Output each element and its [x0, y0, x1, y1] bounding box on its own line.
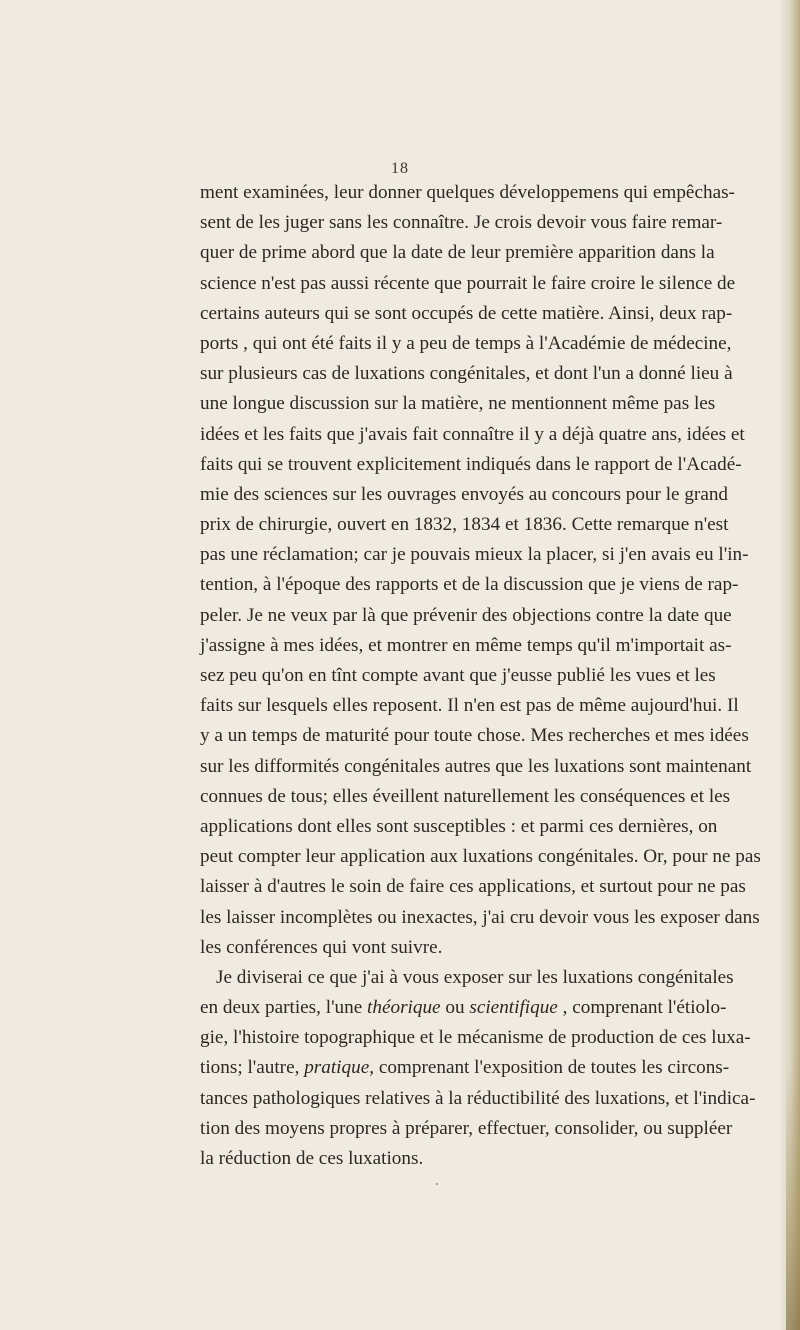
text-line: j'assigne à mes idées, et montrer en même temps qu'il m'importait as-: [200, 634, 732, 656]
text-run: en deux parties, l'une: [200, 997, 368, 1019]
text-line: sur les difformités congénitales autres que les luxations sont maintenant: [200, 755, 752, 777]
text-line: ment examinées, leur donner quelques développemens qui empêchas-: [200, 182, 735, 203]
text-line: prix de chirurgie, ouvert en 1832, 1834 et 1836. Cette remarque n'est: [200, 514, 729, 536]
text-run: , comprenant l'étiolo-: [557, 997, 727, 1019]
text-line: faits sur lesquels elles reposent. Il n'en est pas de même aujourd'hui. Il: [200, 695, 739, 717]
text-line: laisser à d'autres le soin de faire ces applications, et surtout pour ne pas: [200, 876, 746, 898]
text-run: tions; l'autre,: [200, 1057, 305, 1079]
text-line: tances pathologiques relatives à la réductibilité des luxations, et l'indica-: [200, 1087, 756, 1109]
italic-term: scientifique: [469, 997, 558, 1019]
paragraph-2: [200, 963, 756, 1174]
text-line: sez peu qu'on en tînt compte avant que j'eusse publié les vues et les: [200, 665, 716, 686]
text-line: les conférences qui vont suivre.: [200, 936, 443, 958]
text-line: [200, 1053, 730, 1083]
text-line: faits qui se trouvent explicitement indiqués dans le rapport de l'Acadé-: [200, 453, 742, 475]
text-line: applications dont elles sont susceptibles : et parmi ces dernières, on: [200, 815, 718, 837]
text-line: Je diviserai ce que j'ai à vous exposer sur les luxations congénitales: [216, 966, 734, 988]
text-line: ports , qui ont été faits il y a peu de temps à l'Académie de médecine,: [200, 332, 732, 354]
text-line: [200, 993, 727, 1023]
page-number: 18: [391, 160, 409, 177]
text-line: gie, l'histoire topographique et le mécanisme de production de ces luxa-: [200, 1027, 751, 1049]
text-run: , comprenant l'exposition de toutes les circons-: [369, 1057, 730, 1079]
text-line: certains auteurs qui se sont occupés de cette matière. Ainsi, deux rap-: [200, 302, 733, 324]
italic-term: théorique: [367, 997, 441, 1019]
paragraph-1: [200, 178, 761, 963]
text-line: y a un temps de maturité pour toute chose. Mes recherches et mes idées: [200, 725, 749, 747]
text-line: science n'est pas aussi récente que pourrait le faire croire le silence de: [200, 272, 736, 294]
page-edge-stain: [786, 1060, 800, 1330]
text-line: une longue discussion sur la matière, ne mentionnent même pas les: [200, 393, 716, 415]
body-text: [200, 178, 761, 1174]
text-line: quer de prime abord que la date de leur première apparition dans la: [200, 242, 715, 264]
text-line: sur plusieurs cas de luxations congénitales, et dont l'un a donné lieu à: [200, 363, 733, 385]
text-line: tention, à l'époque des rapports et de la discussion que je viens de rap-: [200, 574, 739, 596]
paper-speck: [436, 1183, 438, 1185]
text-line: mie des sciences sur les ouvrages envoyés au concours pour le grand: [200, 483, 729, 505]
text-line: tion des moyens propres à préparer, effectuer, consolider, ou suppléer: [200, 1117, 733, 1139]
text-line: sent de les juger sans les connaître. Je crois devoir vous faire remar-: [200, 212, 723, 234]
text-line: peut compter leur application aux luxations congénitales. Or, pour ne pas: [200, 846, 761, 868]
text-line: idées et les faits que j'avais fait connaître il y a déjà quatre ans, idées et: [200, 423, 745, 445]
text-line: la réduction de ces luxations.: [200, 1148, 424, 1169]
text-run: ou: [440, 997, 470, 1019]
text-line: pas une réclamation; car je pouvais mieux la placer, si j'en avais eu l'in-: [200, 544, 749, 566]
text-line: peler. Je ne veux par là que prévenir des objections contre la date que: [200, 604, 732, 626]
text-line: connues de tous; elles éveillent naturellement les conséquences et les: [200, 785, 731, 807]
italic-term: pratique: [304, 1057, 370, 1079]
text-line: les laisser incomplètes ou inexactes, j'ai cru devoir vous les exposer dans: [200, 906, 760, 928]
